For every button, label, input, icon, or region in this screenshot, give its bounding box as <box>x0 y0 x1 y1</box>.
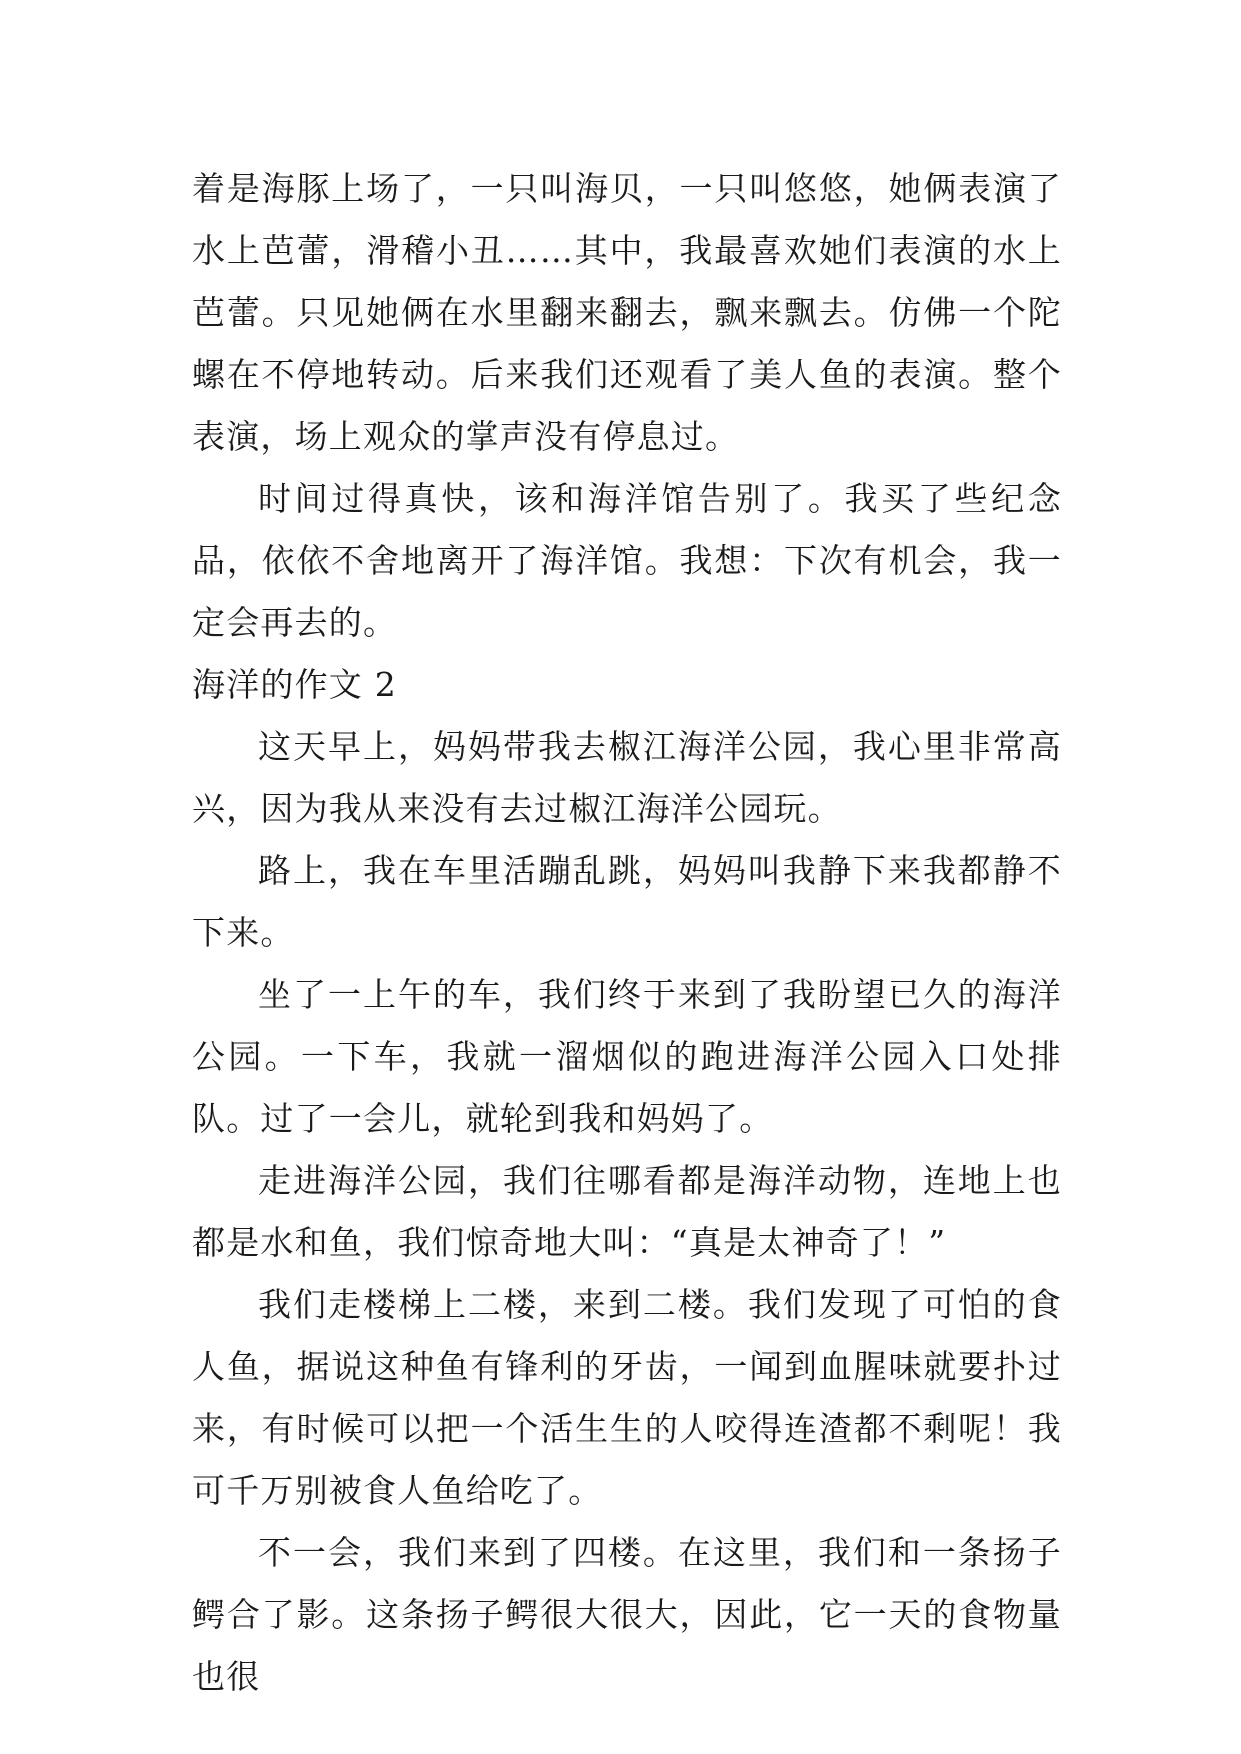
document-body <box>192 158 1062 1708</box>
paragraph: 坐了一上午的车，我们终于来到了我盼望已久的海洋公园。一下车，我就一溜烟似的跑进海洋公园入口处排队。过了一会儿，就轮到我和妈妈了。 <box>192 975 1062 1138</box>
paragraph: 时间过得真快，该和海洋馆告别了。我买了些纪念品，依依不舍地离开了海洋馆。我想：下次有机会，我一定会再去的。 <box>192 479 1062 642</box>
paragraph: 这天早上，妈妈带我去椒江海洋公园，我心里非常高兴，因为我从来没有去过椒江海洋公园玩。 <box>192 727 1062 828</box>
paragraph: 走进海洋公园，我们往哪看都是海洋动物，连地上也都是水和鱼，我们惊奇地大叫：“真是太神奇了！” <box>192 1161 1062 1262</box>
paragraph: 不一会，我们来到了四楼。在这里，我们和一条扬子鳄合了影。这条扬子鳄很大很大，因此，它一天的食物量也很 <box>192 1533 1062 1696</box>
paragraph: 着是海豚上场了，一只叫海贝，一只叫悠悠，她俩表演了水上芭蕾，滑稽小丑……其中，我最喜欢她们表演的水上芭蕾。只见她俩在水里翻来翻去，飘来飘去。仿佛一个陀螺在不停地转动。后来我们还观看了美人鱼的表演。整个表演，场上观众的掌声没有停息过。 <box>192 169 1062 456</box>
paragraph: 路上，我在车里活蹦乱跳，妈妈叫我静下来我都静不下来。 <box>192 851 1062 952</box>
paragraph: 我们走楼梯上二楼，来到二楼。我们发现了可怕的食人鱼，据说这种鱼有锋利的牙齿，一闻到血腥味就要扑过来，有时候可以把一个活生生的人咬得连渣都不剩呢！我可千万别被食人鱼给吃了。 <box>192 1285 1062 1510</box>
section-title: 海洋的作文 2 <box>192 665 397 704</box>
